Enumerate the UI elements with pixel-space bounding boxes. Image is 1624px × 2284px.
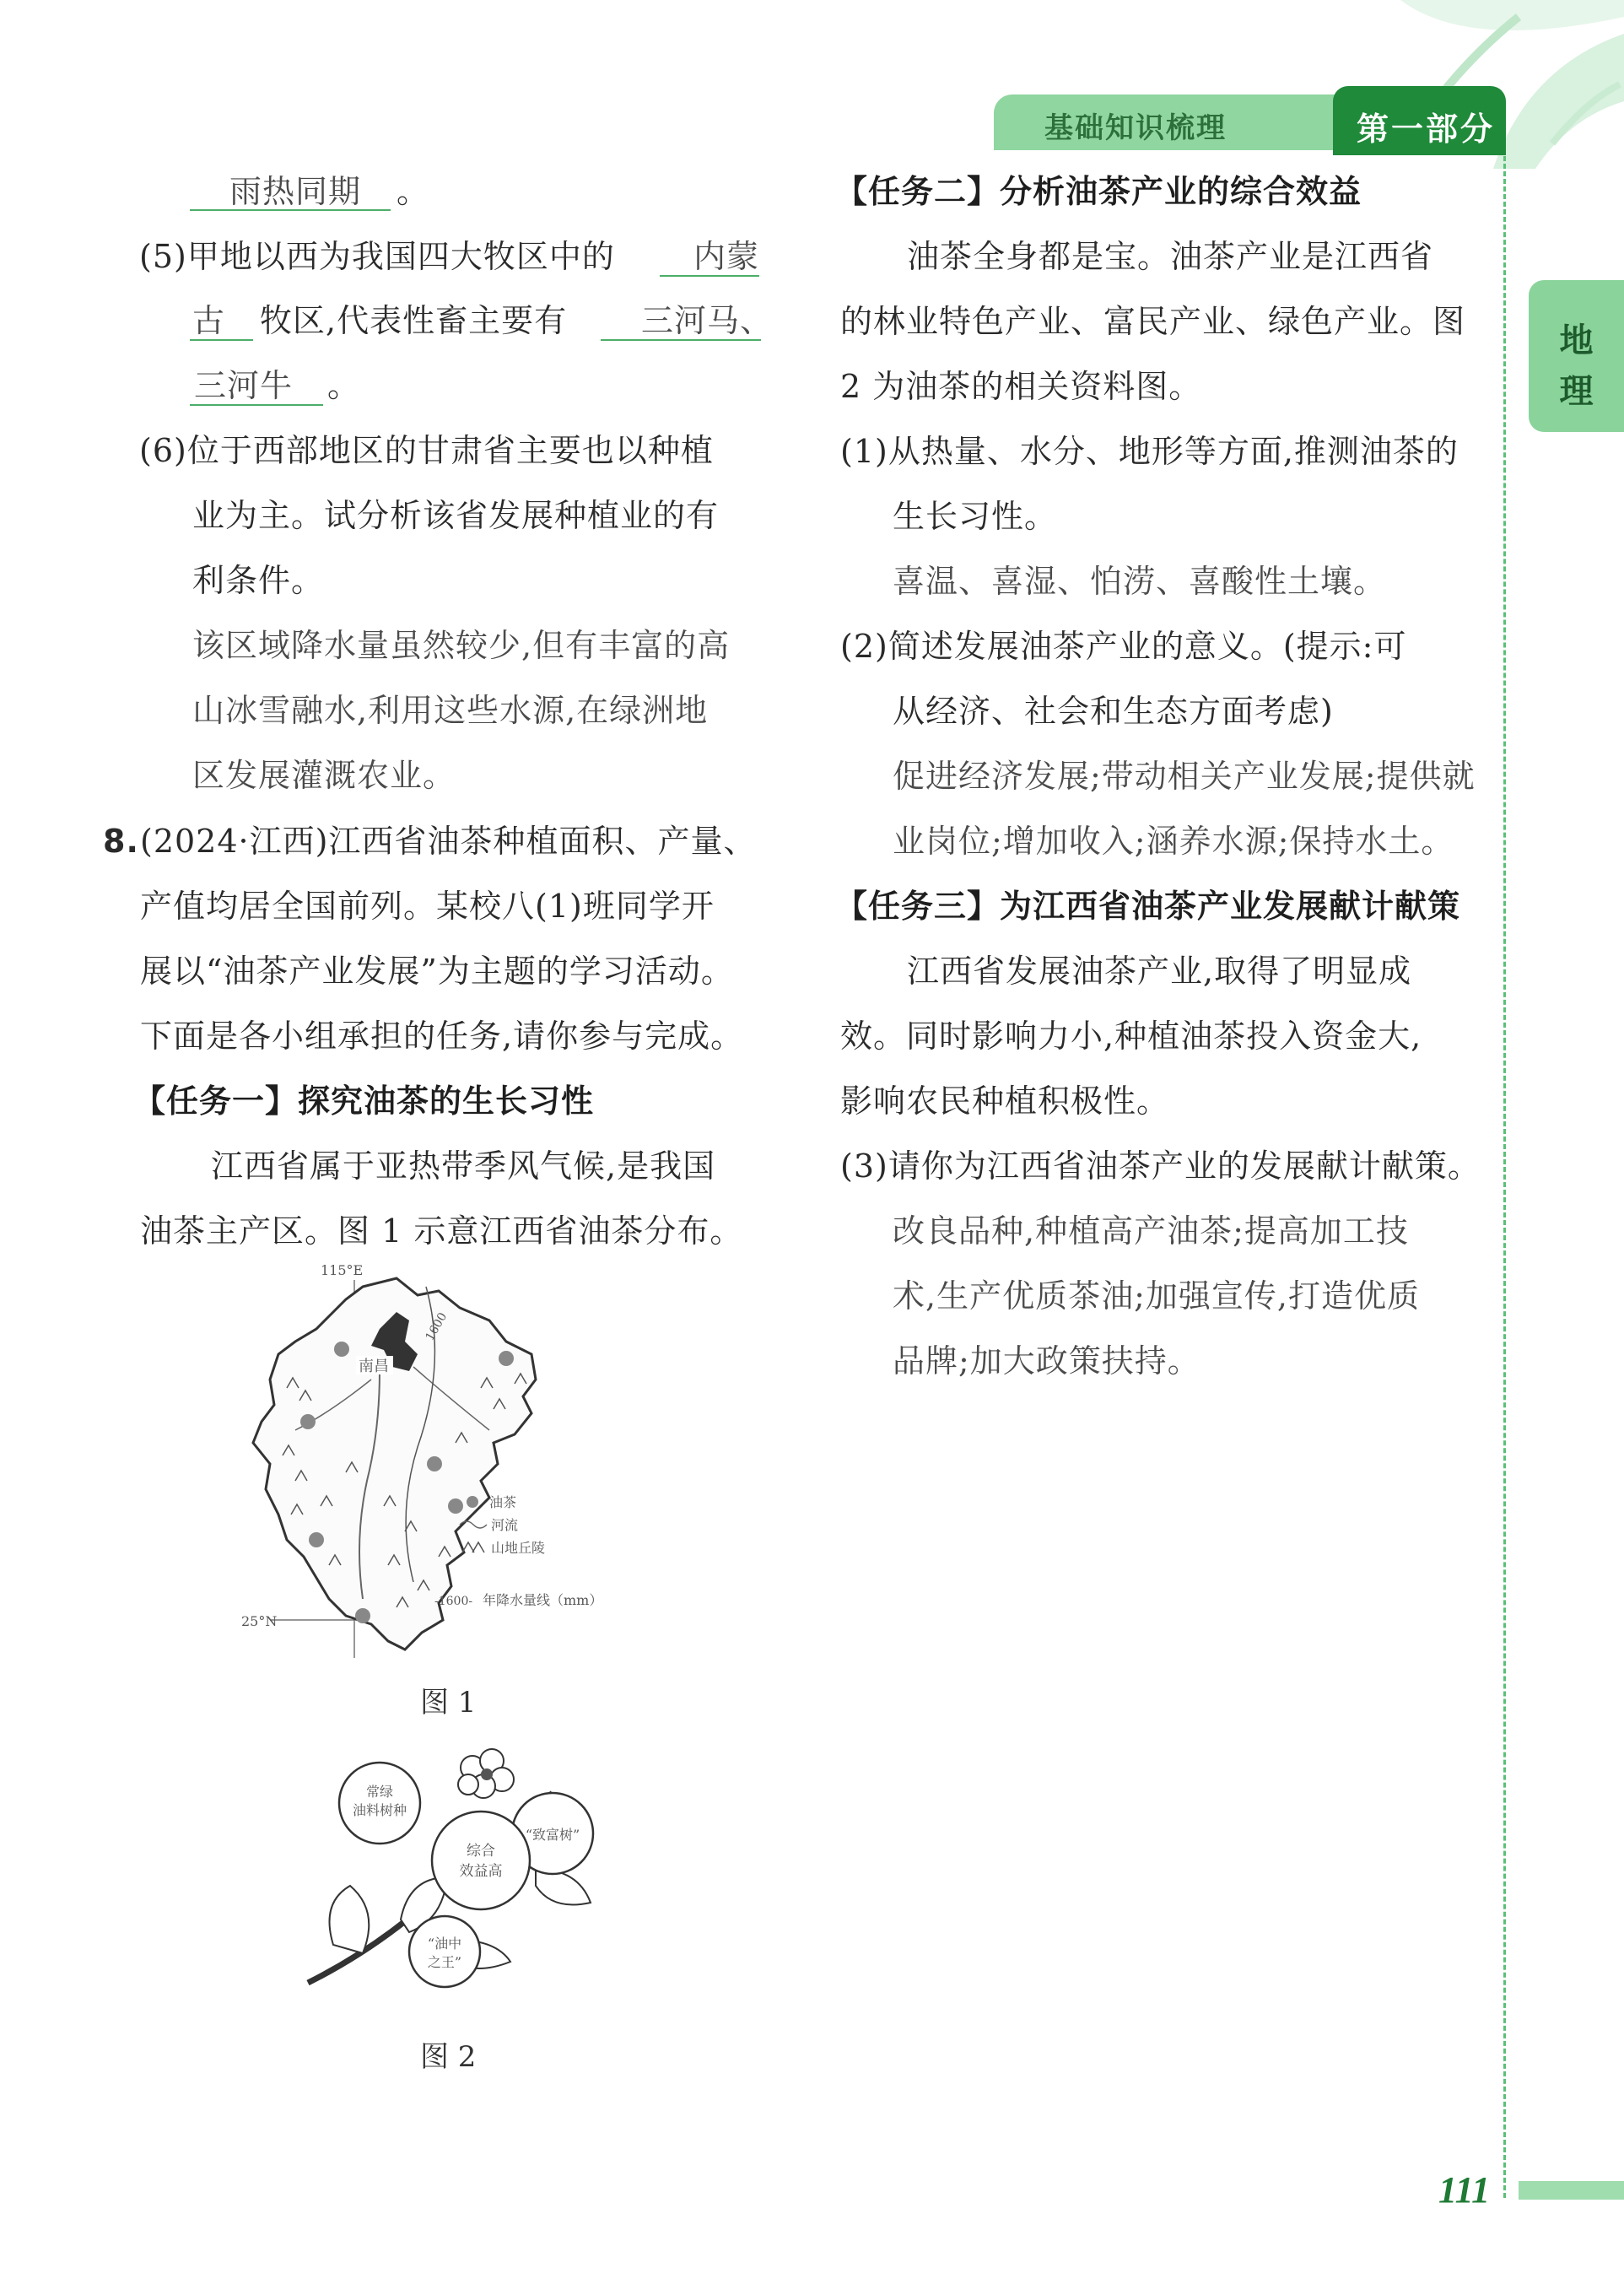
- bubble-king-of-oil-line-2: 之王”: [427, 1954, 462, 1970]
- question-8-number: 8.: [103, 823, 139, 860]
- leaf: [536, 1869, 591, 1905]
- answer-underline: [190, 404, 323, 406]
- question-6-line-3: 利条件。: [192, 562, 325, 599]
- bubble-benefit: [432, 1812, 530, 1909]
- answer-q3-line-2: 术,生产优质茶油;加强宣传,打造优质: [893, 1277, 1420, 1315]
- question-2-line-2: 从经济、社会和生态方面考虑): [893, 693, 1334, 730]
- oil-tea-marker: [300, 1414, 316, 1429]
- camellia-flower: [458, 1749, 514, 1798]
- answer-q6-line-2: 山冰雪融水,利用这些水源,在绿洲地: [192, 692, 709, 729]
- legend-oil-tea-marker: [467, 1496, 478, 1508]
- footer-bar: [1519, 2181, 1624, 2200]
- task-3-line-1: 江西省发展油茶产业,取得了明显成: [907, 953, 1412, 990]
- task-2-line-3: 2 为油茶的相关资料图。: [840, 368, 1202, 405]
- task-2-line-1: 油茶全身都是宝。油茶产业是江西省: [907, 238, 1434, 275]
- text: 。: [327, 367, 361, 404]
- task-3-line-3: 影响农民种植积极性。: [840, 1083, 1170, 1120]
- bubble-benefit-line-1: 综合: [467, 1843, 495, 1860]
- bubble-benefit-line-2: 效益高: [459, 1863, 503, 1880]
- task-1-line-2: 油茶主产区。图 1 示意江西省油茶分布。: [140, 1212, 743, 1250]
- question-8-line-1: (2024·江西)江西省油茶种植面积、产量、: [140, 823, 757, 860]
- legend-isoline: 年降水量线（mm）: [483, 1592, 603, 1608]
- oil-tea-marker: [499, 1351, 514, 1366]
- oil-tea-marker: [448, 1498, 463, 1514]
- task-3-line-2: 效。同时影响力小,种植油茶投入资金大,: [840, 1018, 1422, 1055]
- bubble-wealth-tree-label: “致富树”: [525, 1827, 580, 1843]
- answer-q2-line-1: 促进经济发展;带动相关产业发展;提供就: [893, 758, 1476, 795]
- jiangxi-oil-tea-map: [236, 1261, 658, 1675]
- section-tab: [994, 94, 1346, 150]
- question-5-cont: 牧区,代表性畜主要有: [260, 302, 568, 339]
- answer-q3-line-3: 品牌;加大政策扶持。: [893, 1342, 1200, 1380]
- part-label: 第一部分: [1357, 111, 1496, 148]
- answer-q5-2b: 三河牛: [194, 367, 294, 404]
- task-2-title: 【任务二】分析油茶产业的综合效益: [835, 173, 1362, 210]
- answer-q3-line-1: 改良品种,种植高产油茶;提高加工技: [893, 1212, 1409, 1250]
- answer-q5-1b: 古: [192, 302, 226, 339]
- task-3-title: 【任务三】为江西省油茶产业发展献计献策: [835, 888, 1461, 925]
- question-2-line-1: (2)简述发展油茶产业的意义。(提示:可: [840, 628, 1407, 665]
- answer-underline: [190, 339, 253, 341]
- question-3-line-1: (3)请你为江西省油茶产业的发展献计献策。: [840, 1147, 1481, 1185]
- latitude-label: 25°N: [241, 1613, 278, 1629]
- answer-underline: [660, 275, 759, 277]
- longitude-label: 115°E: [321, 1262, 364, 1278]
- page-number: 111: [1438, 2169, 1491, 2211]
- task-1-title: 【任务一】探究油茶的生长习性: [133, 1083, 595, 1120]
- legend-river: 河流: [491, 1517, 519, 1533]
- question-8-line-2: 产值均居全国前列。某校八(1)班同学开: [140, 888, 715, 925]
- question-5: (5)甲地以西为我国四大牧区中的: [139, 238, 615, 275]
- question-8-line-3: 展以“油茶产业发展”为主题的学习活动。: [140, 953, 734, 990]
- figure-2-caption: 图 2: [420, 2040, 477, 2074]
- question-1-line-2: 生长习性。: [893, 498, 1058, 535]
- answer-q6-line-3: 区发展灌溉农业。: [192, 757, 456, 794]
- task-2-line-2: 的林业特色产业、富民产业、绿色产业。图: [840, 303, 1466, 340]
- answer-underline: [190, 209, 391, 211]
- answer-q5-2a: 三河马、: [641, 302, 774, 339]
- answer-q5-1a: 内蒙: [693, 238, 760, 275]
- question-8-line-4: 下面是各小组承担的任务,请你参与完成。: [140, 1018, 744, 1055]
- oil-tea-illustration: [299, 1742, 612, 1995]
- question-1-line-1: (1)从热量、水分、地形等方面,推测油茶的: [840, 433, 1459, 470]
- text: 。: [397, 173, 430, 210]
- isoline-label: 1600: [423, 1310, 451, 1343]
- bubble-king-of-oil: [409, 1916, 480, 1987]
- answer-q6-line-1: 该区域降水量虽然较少,但有丰富的高: [192, 627, 731, 664]
- bubble-evergreen-line-2: 油料树种: [352, 1802, 407, 1818]
- legend-oil-tea: 油茶: [489, 1494, 517, 1510]
- legend-mountain: 山地丘陵: [491, 1540, 546, 1556]
- legend-isoline-number: -1600-: [434, 1595, 473, 1608]
- question-6-line-1: (6)位于西部地区的甘肃省主要也以种植: [139, 432, 714, 469]
- bubble-evergreen-line-1: 常绿: [365, 1784, 394, 1800]
- subject-side-tab: [1529, 280, 1624, 432]
- figure-1-caption: 图 1: [420, 1686, 477, 1720]
- side-tab-char-2: 理: [1559, 372, 1594, 411]
- oil-tea-marker: [309, 1532, 324, 1547]
- question-6-line-2: 业为主。试分析该省发展种植业的有: [192, 497, 720, 534]
- margin-divider: [1503, 156, 1506, 2198]
- oil-tea-marker: [334, 1342, 349, 1357]
- task-1-line-1: 江西省属于亚热带季风气候,是我国: [211, 1147, 716, 1185]
- city-label: 南昌: [359, 1358, 389, 1375]
- answer-rain-heat: 雨热同期: [229, 173, 362, 210]
- answer-q2-line-2: 业岗位;增加收入;涵养水源;保持水土。: [893, 823, 1454, 860]
- bubble-king-of-oil-line-1: “油中: [427, 1936, 462, 1952]
- answer-q1: 喜温、喜湿、怕涝、喜酸性土壤。: [893, 563, 1387, 600]
- section-label: 基础知识梳理: [1044, 111, 1227, 145]
- leaf: [330, 1886, 370, 1953]
- answer-underline: [601, 339, 761, 341]
- oil-tea-marker: [427, 1456, 442, 1471]
- side-tab-char-1: 地: [1559, 321, 1594, 360]
- oil-tea-marker: [355, 1608, 370, 1623]
- legend-mountain-symbol: [462, 1542, 484, 1552]
- part-badge: [1333, 86, 1506, 155]
